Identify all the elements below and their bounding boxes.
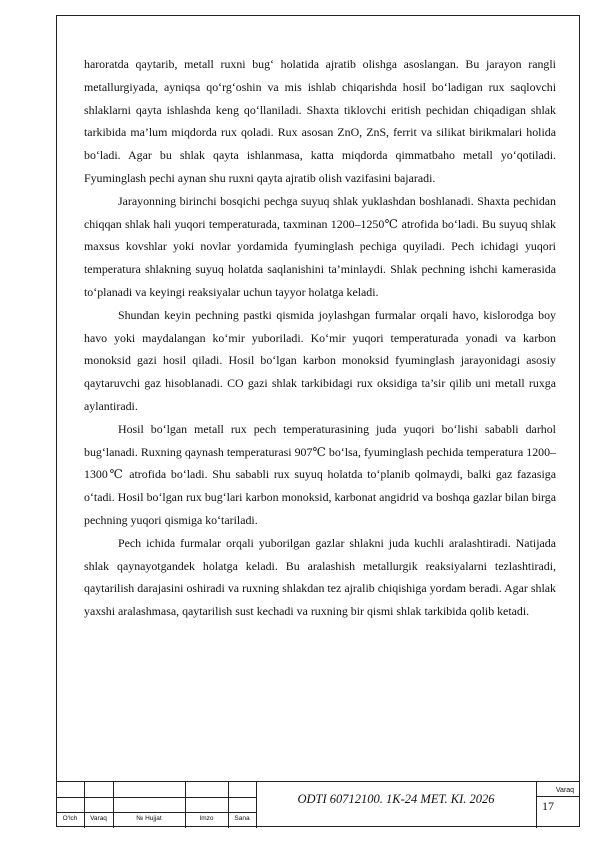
document-body — [84, 53, 556, 623]
stamp-col-date: Sana — [234, 815, 250, 822]
stamp-divider — [56, 797, 256, 798]
page-number: 17 — [542, 799, 554, 813]
stamp-divider — [536, 782, 537, 828]
paragraph-1: haroratda qaytarib, metall ruxni bug‘ holatida ajratib olishga asoslangan. Bu jarayon rangli metallurgiyada, ayniqsa qo‘rg‘oshin va mis ishlab chiqarishda hosil bo‘ladigan rux saqlovchi shlaklarni qayta ishlashda keng qo‘llaniladi. Shaxta tiklovchi eritish pechidan chiqadigan shlak tarkibida ma’lum miqdorda rux qoladi. Rux asosan ZnO, ZnS, ferrit va silikat birikmalari holida bo‘ladi. Agar bu shlak qayta ishlanmasa, katta miqdorda qimmatbaho metall yo‘qotiladi. Fyuminglash pechi aynan shu ruxni qayta ajratib olish vazifasini bajaradi. — [84, 57, 556, 185]
stamp-divider — [56, 812, 256, 813]
stamp-col-doc-no: № Hujjat — [136, 815, 162, 822]
paragraph-2: Jarayonning birinchi bosqichi pechga suyuq shlak yuklashdan boshlanadi. Shaxta pechidan chiqqan shlak hali yuqori temperaturada, taxminan 1200–1250℃ atrofida bo‘ladi. Bu suyuq shlak maxsus kovshlar yoki novlar yordamida fyuminglash pechiga quyiladi. Pech ichidagi yuqori temperatura shlakning suyuq holatda saqlanishini ta’minlaydi. Shlak pechning ishchi kamerasida to‘planadi va keyingi reaksiyalar uchun tayyor holatga keladi. — [84, 193, 556, 299]
paragraph-3: Shundan keyin pechning pastki qismida joylashgan furmalar orqali havo, kislorodga boy havo yoki maydalangan ko‘mir yuboriladi. Ko‘mir yuqori temperaturada yonadi va karbon monoksid gazi hosil qiladi. Hosil bo‘lgan karbon monoksid fyuminglash jarayonidagi asosiy qaytaruvchi gaz hisoblanadi. CO gazi shlak tarkibidagi rux oksidiga ta’sir qilib uni metall ruxga aylantiradi. — [84, 307, 556, 413]
stamp-divider — [536, 796, 580, 797]
document-code: ODTI 60712100. 1K-24 MET. KI. 2026 — [297, 792, 495, 806]
stamp-col-signature: Imzo — [199, 815, 214, 822]
paragraph-4: Hosil bo‘lgan metall rux pech temperaturasining juda yuqori bo‘lishi sababli darhol bug‘lanadi. Ruxning qaynash temperaturasi 907℃ bo‘lsa, fyuminglash pechida temperatura 1200–1300℃ atrofida bo‘ladi. Shu sababli rux suyuq holatda to‘planib qolmaydi, balki gaz fazasiga o‘tadi. Hosil bo‘lgan rux bug‘lari karbon monoksid, karbonat angidrid va boshqa gazlar bilan birga pechning yuqori qismiga ko‘tariladi. — [84, 421, 556, 527]
paragraph-5: Pech ichida furmalar orqali yuborilgan gazlar shlakni juda kuchli aralashtiradi. Natijada shlak qaynayotgandek holatga keladi. Bu aralashish metallurgik reaksiyalarni tezlashtiradi, qaytarilish darajasini oshiradi va ruxning shlakdan tez ajralib chiqishiga yordam beradi. Agar shlak yaxshi aralashmasa, qaytarilish sust kechadi va ruxning bir qismi shlak tarkibida qolib ketadi. — [84, 535, 556, 619]
stamp-col-change: O‘lch — [62, 815, 78, 822]
title-block-stamp — [56, 781, 580, 828]
sheet-label: Varaq — [555, 787, 575, 794]
stamp-col-sheet: Varaq — [90, 815, 107, 822]
